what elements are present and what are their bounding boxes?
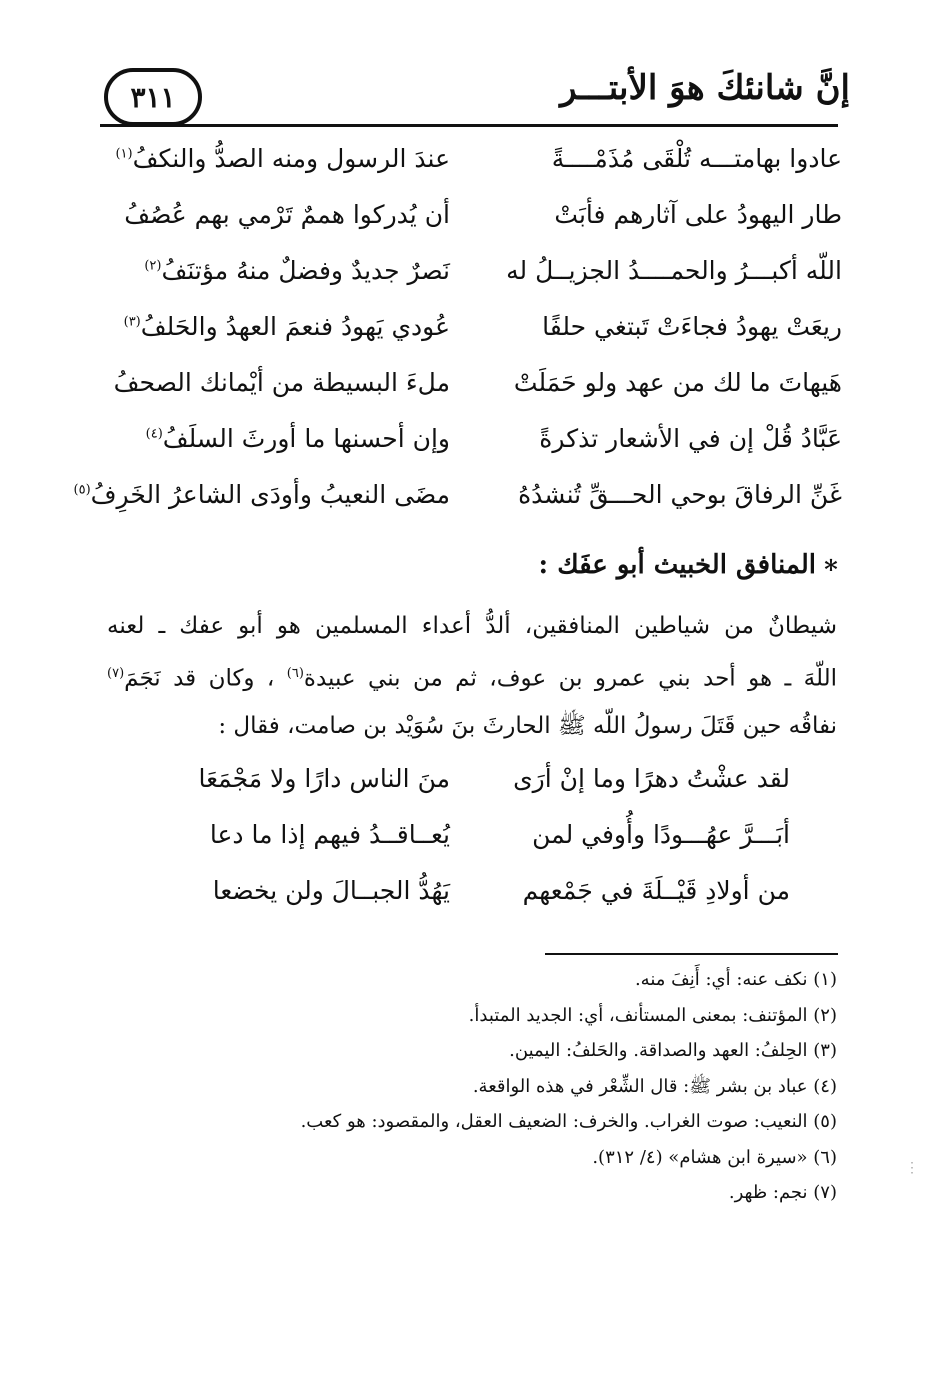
footnote-ref: (٢) — [144, 258, 162, 274]
verse — [73, 466, 842, 522]
verse-second-hemistich: منَ الناس دارًا ولا مَجْمَعَا — [198, 763, 450, 793]
verse — [100, 130, 842, 186]
footnote: (٤) عباد بن بشر ﷺ: قال الشِّعْر في هذه الواقعة. — [472, 1075, 837, 1097]
verse-second-hemistich — [100, 368, 450, 397]
footnote: (٢) المؤتنف: بمعنى المستأنف، أي: الجديد المتبدأ. — [468, 1004, 837, 1026]
verse-second-hemistich — [100, 144, 450, 173]
verse-first-hemistich: عادوا بهامتـــه تُلْقَى مُذَمْــــةً — [551, 143, 842, 173]
running-title: إنَّ شانئكَ هوَ الأبتـــر — [560, 68, 850, 108]
footnote: (٣) الحِلفُ: العهد والصداقة. والحَلفُ: اليمين. — [509, 1040, 837, 1061]
hemistich-text: مضَى النعيبُ وأودَى الشاعرُ الخَرِفُ — [90, 479, 450, 509]
prose-text: ، وكان قد نَجَمَ — [124, 665, 287, 692]
footnote: (٥) النعيب: صوت الغراب. والخرف: الضعيف العقل، والمقصود: هو كعب. — [300, 1111, 837, 1132]
hemistich-text: عُودي يَهودُ فنعمَ العهدُ والحَلفُ — [140, 311, 450, 341]
hemistich-text: ملءَ البسيطة من أيْمانك الصحفُ — [113, 367, 450, 397]
verse-first-hemistich: طار اليهودُ على آثارهم فأبَتْ — [554, 199, 842, 229]
page-number: ٣١١ — [130, 80, 176, 114]
hemistich-text: نَصرٌ جديدٌ وفضلٌ منهُ مؤتنَفُ — [161, 255, 450, 285]
verse-first-hemistich: أبَـــرَّ عهُـــودًا وأُوفي لمن — [532, 819, 790, 849]
prose-line: نفاقُه حين قَتَلَ رسولُ اللّه ﷺ الحارثَ بنَ سُوَيْد بن صامت، فقال : — [218, 712, 837, 739]
footnote: (٦) «سيرة ابن هشام» (٤/ ٣١٢). — [592, 1146, 837, 1168]
footnote-ref: (٥) — [73, 482, 91, 498]
footnote-ref: (١) — [115, 146, 133, 162]
prose-line: شيطانٌ من شياطين المنافقين، ألدُّ أعداء المسلمين هو أبو عفك ـ لعنه — [107, 613, 837, 639]
verse — [150, 862, 790, 918]
verse-first-hemistich: من أولادِ قَيْــلَةَ في جَمْعهم — [522, 875, 790, 905]
prose-line — [107, 650, 837, 703]
page-number-badge — [104, 68, 202, 126]
verse — [100, 242, 842, 298]
footnote-rule — [545, 953, 838, 955]
hemistich-text: وإن أحسنها ما أورثَ السلَفُ — [162, 423, 450, 453]
verse-second-hemistich — [100, 312, 450, 341]
footnote-ref: (٣) — [123, 314, 141, 330]
footnote: (٧) نجم: ظهر. — [728, 1182, 837, 1203]
verse-first-hemistich: هَيهاتَ ما لك من عهد ولو حَمَلَتْ — [513, 367, 842, 397]
running-header — [100, 62, 850, 128]
verse-second-hemistich: يَهُدُّ الجبــالَ ولن يخضعا — [212, 875, 450, 905]
section-heading-text: المنافق الخبيث أبو عفَك : — [538, 550, 817, 580]
verse — [100, 298, 842, 354]
verse — [100, 410, 842, 466]
verse — [100, 354, 842, 410]
verse-first-hemistich: غَنِّ الرفاقَ بوحي الحـــقِّ تُنشدُهُ — [518, 479, 842, 509]
footnote: (١) نكف عنه: أي: أَنِفَ منه. — [634, 969, 837, 990]
verse-first-hemistich: عَبَّادُ قُلْ إن في الأشعار تذكرةً — [539, 423, 842, 453]
hemistich-text: عندَ الرسول ومنه الصدُّ والنكفُ — [132, 143, 450, 173]
footnote-ref: (٦) — [286, 666, 304, 681]
verse — [150, 806, 790, 862]
scan-marks: ⋮ — [905, 1160, 919, 1176]
verse-first-hemistich: ريعَتْ يهودُ فجاءَتْ تَبتغي حلفًا — [542, 311, 842, 341]
verse-second-hemistich — [100, 424, 450, 453]
verse-second-hemistich — [100, 256, 450, 285]
poem-first — [73, 130, 842, 522]
header-rule — [100, 124, 838, 127]
verse-first-hemistich: اللّه أكبـــرُ والحمــــدُ الجزيــلُ له — [506, 255, 842, 285]
prose-paragraph — [107, 603, 837, 750]
verse-second-hemistich — [73, 479, 450, 509]
verse — [100, 186, 842, 242]
poem-second — [150, 750, 790, 918]
footnote-ref: (٤) — [145, 426, 163, 442]
verse-second-hemistich: يُعــاقــدُ فيهم إذا ما دعا — [209, 819, 450, 849]
footnote-ref: (٧) — [107, 666, 125, 681]
footnotes — [107, 962, 837, 1211]
hemistich-text: أن يُدركوا هممٌ تَرْمي بهم عُصُفُ — [124, 199, 450, 229]
verse — [150, 750, 790, 806]
prose-text: اللّهَ ـ هو أحد بني عمرو بن عوف، ثم من بني عبيدة — [303, 665, 837, 692]
verse-second-hemistich — [100, 200, 450, 229]
section-heading — [539, 550, 840, 580]
verse-first-hemistich: لقد عشْتُ دهرًا وما إنْ أرَى — [513, 763, 790, 793]
asterisk-icon: ∗ — [822, 550, 840, 580]
